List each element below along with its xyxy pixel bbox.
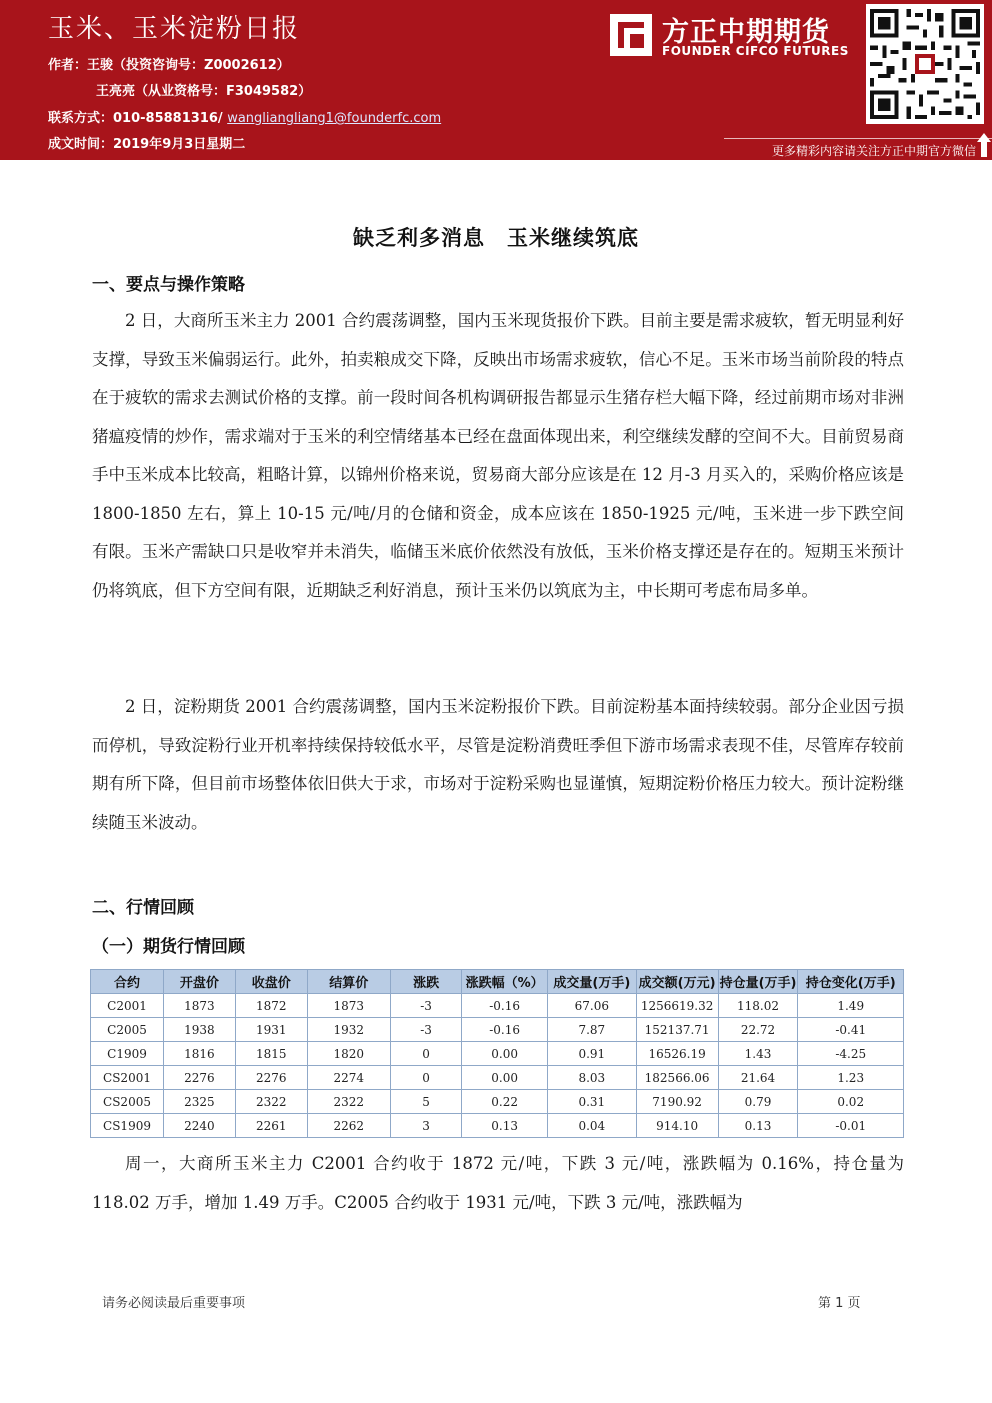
table-cell: 0.31 [548,1090,637,1114]
table-cell: 0.79 [718,1090,798,1114]
table-cell: 914.10 [636,1114,718,1138]
table-cell: 21.64 [718,1066,798,1090]
arrow-up-icon [976,132,992,158]
document-title: 缺乏利多消息 玉米继续筑底 [353,226,639,250]
table-cell: 182566.06 [636,1066,718,1090]
table-cell: 0.13 [718,1114,798,1138]
table-cell: 1873 [164,994,236,1018]
logo-english-name: FOUNDER CIFCO FUTURES [662,44,849,58]
table-cell: 1820 [307,1042,390,1066]
table-row [91,1066,904,1090]
table-cell: 3 [390,1114,461,1138]
section-heading-strategy: 一、要点与操作策略 [92,275,245,295]
table-cell: 16526.19 [636,1042,718,1066]
founder-logo-icon [608,12,654,58]
table-cell: 0.91 [548,1042,637,1066]
table-cell: 152137.71 [636,1018,718,1042]
column-header: 持仓量(万手) [718,970,798,994]
table-cell: 1256619.32 [636,994,718,1018]
table-cell: -0.16 [462,1018,548,1042]
contact-email-link[interactable]: wangliangliang1@founderfc.com [227,111,442,126]
table-cell: 2276 [235,1066,307,1090]
table-cell: 1.49 [798,994,904,1018]
table-row [91,1090,904,1114]
column-header: 持仓变化(万手) [798,970,904,994]
table-cell: 67.06 [548,994,637,1018]
futures-quote-table [90,969,904,1138]
follow-wechat-text: 更多精彩内容请关注方正中期官方微信 [771,144,976,158]
table-cell: 2322 [235,1090,307,1114]
author-2: 王亮亮（从业资格号：F3049582） [96,84,312,99]
table-cell: C2001 [91,994,164,1018]
qr-code-icon [866,4,984,124]
author-line-2 [96,80,311,99]
table-cell: 0.13 [462,1114,548,1138]
footer-notice: 请务必阅读最后重要事项 [102,1296,246,1311]
table-cell: -3 [390,994,461,1018]
table-cell: 2274 [307,1066,390,1090]
table-cell: 0.04 [548,1114,637,1138]
contact-phone: 010-85881316/ [113,111,223,126]
table-cell: 2276 [164,1066,236,1090]
table-cell: 118.02 [718,994,798,1018]
paragraph-corn-futures-review: 周一，大商所玉米主力 C2001 合约收于 1872 元/吨，下跌 3 元/吨，涨跌幅为 0.16%，持仓量为 118.02 万手，增加 1.49 万手。C2005 合约收于 1931 元/吨，下跌 3 元/吨，涨跌幅为 [92,1154,904,1212]
table-cell: -3 [390,1018,461,1042]
table-cell: 7.87 [548,1018,637,1042]
table-cell: 0 [390,1042,461,1066]
table-cell: C2005 [91,1018,164,1042]
table-cell: 1931 [235,1018,307,1042]
paragraph-corn-analysis: 2 日，大商所玉米主力 2001 合约震荡调整，国内玉米现货报价下跌。目前主要是需求疲软，暂无明显利好支撑，导致玉米偏弱运行。此外，拍卖粮成交下降，反映出市场需求疲软，信心不足。玉米市场当前阶段的特点在于疲软的需求去测试价格的支撑。前一段时间各机构调研报告都显示生猪存栏大幅下降，经过前期市场对非洲猪瘟疫情的炒作，需求端对于玉米的利空情绪基本已经在盘面体现出来，利空继续发酵的空间不大。目前贸易商手中玉米成本比较高，粗略计算，以锦州价格来说，贸易商大部分应该是在 12 月-3 月买入的，采购价格应该是 1800-1850 左右，算上 10-15 元/吨/月的仓储和资金，成本应该在 1850-1925 元/吨，玉米进一步下跌空间有限。玉米产需缺口只是收窄并未消失，临储玉米底价依然没有放低，玉米价格支撑还是存在的。短期玉米预计仍将筑底，但下方空间有限，近期缺乏利好消息，预计玉米仍以筑底为主，中长期可考虑布局多单。 [92,311,904,600]
table-cell: 2325 [164,1090,236,1114]
column-header: 收盘价 [235,970,307,994]
table-cell: -0.01 [798,1114,904,1138]
table-cell: 8.03 [548,1066,637,1090]
wechat-qr-code [866,4,984,124]
table-cell: 0 [390,1066,461,1090]
table-cell: C1909 [91,1042,164,1066]
table-row [91,1114,904,1138]
column-header: 合约 [91,970,164,994]
table-cell: CS2001 [91,1066,164,1090]
page-number: 第 1 页 [818,1296,861,1311]
table-cell: 0.00 [462,1042,548,1066]
subsection-heading-futures: （一）期货行情回顾 [92,937,245,957]
report-title: 玉米、玉米淀粉日报 [48,14,301,44]
table-cell: 1872 [235,994,307,1018]
table-cell: 1.43 [718,1042,798,1066]
table-row [91,994,904,1018]
table-row [91,1018,904,1042]
table-cell: 2262 [307,1114,390,1138]
table-cell: -0.41 [798,1018,904,1042]
table-cell: 5 [390,1090,461,1114]
column-header: 成交量(万手) [548,970,637,994]
column-header: 结算价 [307,970,390,994]
table-cell: 1816 [164,1042,236,1066]
table-cell: -4.25 [798,1042,904,1066]
author-1: 王骏（投资咨询号：Z0002612） [87,58,290,73]
table-cell: 2322 [307,1090,390,1114]
table-cell: 1873 [307,994,390,1018]
table-cell: 22.72 [718,1018,798,1042]
table-cell: 0.22 [462,1090,548,1114]
table-cell: 2261 [235,1114,307,1138]
company-logo [600,10,860,62]
logo-chinese-name: 方正中期期货 [662,17,830,48]
author-line-1: 作者：王骏（投资咨询号：Z0002612） [48,58,290,73]
table-cell: 1815 [235,1042,307,1066]
table-cell: 1.23 [798,1066,904,1090]
table-row [91,1042,904,1066]
table-header-row [91,970,904,994]
column-header: 开盘价 [164,970,236,994]
section-heading-market-review: 二、行情回顾 [92,898,194,918]
table-cell: CS1909 [91,1114,164,1138]
column-header: 涨跌 [390,970,461,994]
report-date: 2019年9月3日星期二 [113,137,246,152]
table-cell: CS2005 [91,1090,164,1114]
header-divider [724,138,992,139]
column-header: 成交额(万元) [636,970,718,994]
column-header: 涨跌幅（%） [462,970,548,994]
paragraph-starch-analysis: 2 日，淀粉期货 2001 合约震荡调整，国内玉米淀粉报价下跌。目前淀粉基本面持续较弱。部分企业因亏损而停机，导致淀粉行业开机率持续保持较低水平，尽管是淀粉消费旺季但下游市场需求表现不佳，尽管库存较前期有所下降，但目前市场整体依旧供大于求，市场对于淀粉采购也显谨慎，短期淀粉价格压力较大。预计淀粉继续随玉米波动。 [92,697,904,832]
report-header [0,0,992,160]
date-line: 成文时间：2019年9月3日星期二 [48,137,246,152]
table-cell: 1938 [164,1018,236,1042]
contact-line: 联系方式：010-85881316/ wangliangliang1@founderfc.com [48,111,442,126]
table-cell: 1932 [307,1018,390,1042]
table-cell: 0.02 [798,1090,904,1114]
table-cell: -0.16 [462,994,548,1018]
table-cell: 7190.92 [636,1090,718,1114]
table-cell: 2240 [164,1114,236,1138]
table-cell: 0.00 [462,1066,548,1090]
